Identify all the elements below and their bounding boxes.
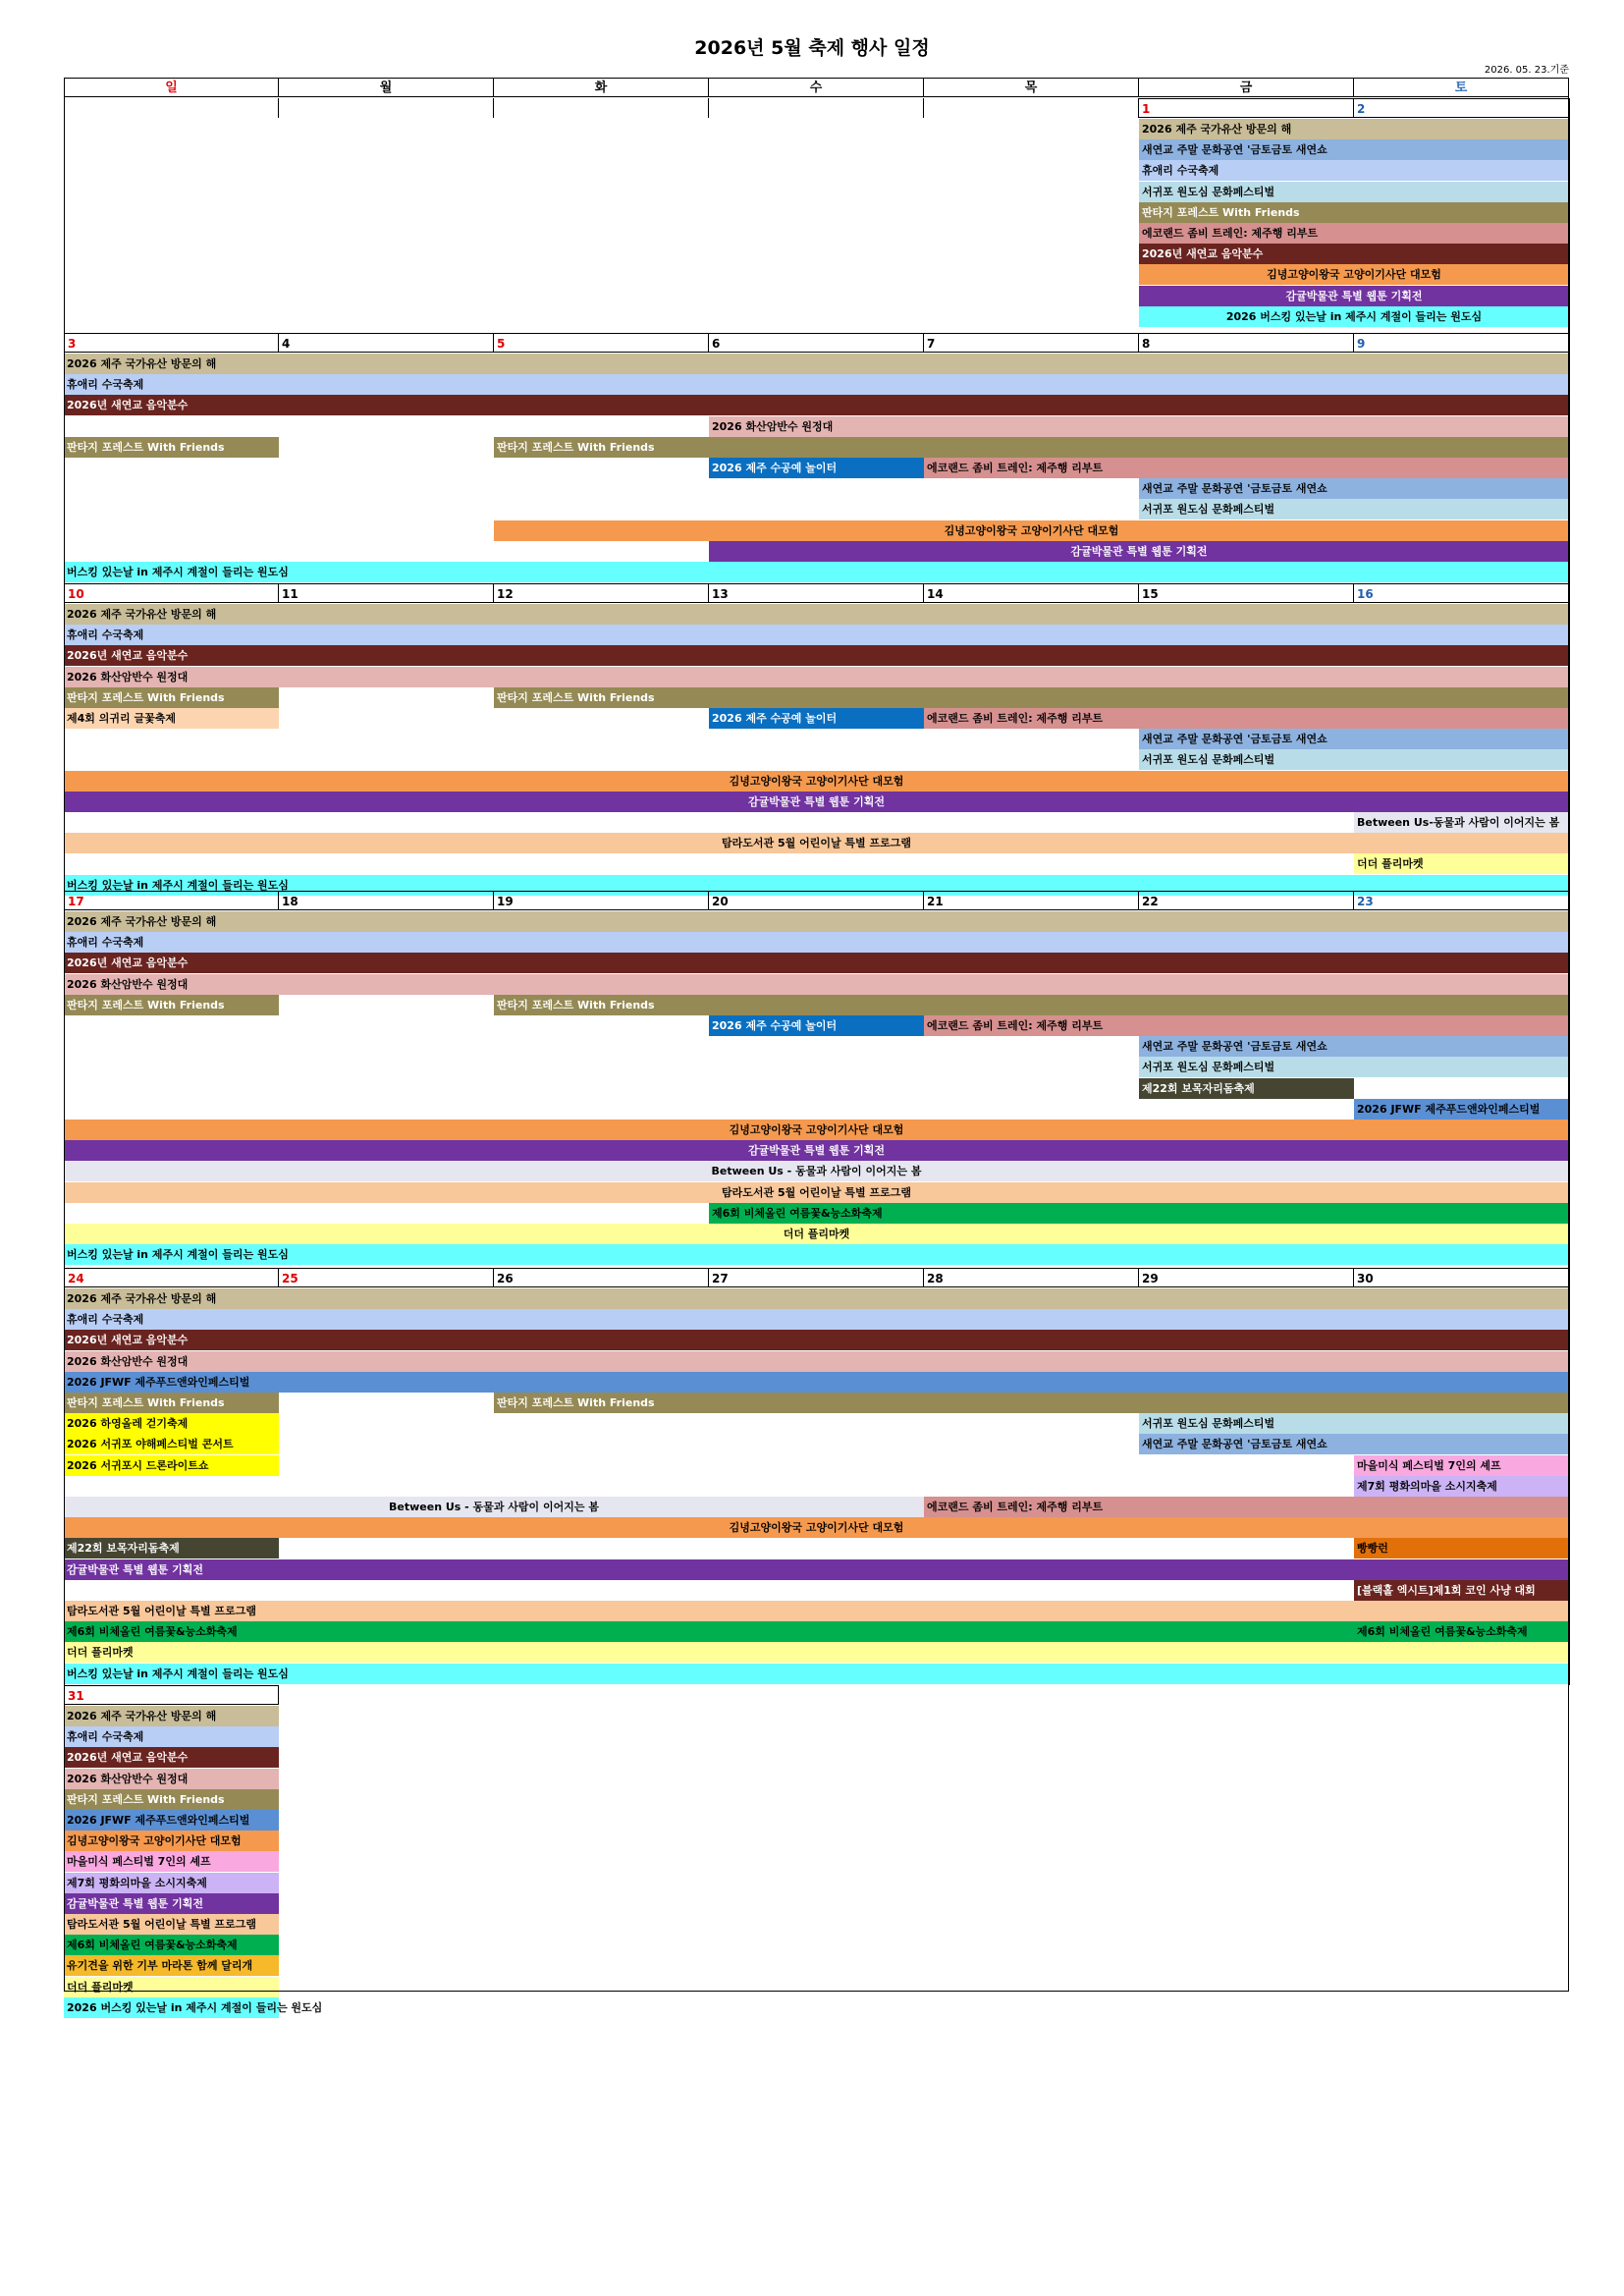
event-bar: 마을미식 페스티벌 7인의 셰프 — [64, 1851, 279, 1872]
column-line — [64, 98, 65, 333]
day-number — [494, 98, 709, 118]
event-bar: 2026년 새연교 음악분수 — [64, 953, 1569, 973]
event-bar: Between Us-동물과 사람이 이어지는 봄 — [1354, 812, 1569, 833]
event-bar: 휴애리 수국축제 — [1139, 160, 1569, 181]
event-bar: 제22회 보목자리돔축제 — [64, 1538, 279, 1558]
event-bar: 2026 JFWF 제주푸드앤와인페스티벌 — [1354, 1099, 1569, 1120]
event-bar: 휴애리 수국축제 — [64, 932, 1569, 953]
event-bar: 새연교 주말 문화공연 '금토금토 새연쇼 — [1139, 1434, 1569, 1454]
day-number: 19 — [494, 891, 709, 910]
day-number: 16 — [1354, 583, 1569, 603]
event-bar: 김녕고양이왕국 고양이기사단 대모험 — [64, 1517, 1569, 1538]
event-bar: 더더 플리마켓 — [64, 1977, 279, 1997]
event-bar: 판타지 포레스트 With Friends — [64, 1789, 279, 1810]
event-bar: 2026 하영올레 걷기축제 — [64, 1413, 279, 1434]
day-number: 10 — [64, 583, 279, 603]
event-bar: 2026 버스킹 있는날 in 제주시 계절이 들리는 원도심 — [1139, 306, 1569, 327]
event-bar: 2026 제주 수공예 놀이터 — [709, 1015, 924, 1036]
day-number: 27 — [709, 1268, 924, 1287]
event-bar: 빵빵런 — [1354, 1538, 1569, 1558]
day-number: 13 — [709, 583, 924, 603]
day-number: 21 — [924, 891, 1139, 910]
event-bar: 에코랜드 좀비 트레인: 제주행 리부트 — [924, 458, 1569, 478]
event-bar: 판타지 포레스트 With Friends — [494, 437, 1569, 458]
event-bar: 2026 제주 국가유산 방문의 해 — [64, 1288, 1569, 1309]
event-bar: 판타지 포레스트 With Friends — [494, 687, 1569, 708]
event-bar: 버스킹 있는날 in 제주시 계절이 들리는 원도심 — [64, 1664, 1569, 1684]
event-bar: 버스킹 있는날 in 제주시 계절이 들리는 원도심 — [64, 1244, 1569, 1265]
event-bar: 2026년 새연교 음악분수 — [64, 645, 1569, 666]
day-number: 8 — [1139, 333, 1354, 353]
day-number: 22 — [1139, 891, 1354, 910]
weekday-header: 화 — [494, 78, 709, 97]
as-of-date: 2026. 05. 23.기준 — [1484, 65, 1569, 76]
event-bar: 김녕고양이왕국 고양이기사단 대모험 — [64, 771, 1569, 792]
event-bar: 감귤박물관 특별 웹툰 기획전 — [709, 541, 1569, 562]
weekday-header: 토 — [1354, 78, 1569, 97]
day-number: 4 — [279, 333, 494, 353]
weekday-header: 수 — [709, 78, 924, 97]
day-number — [279, 98, 494, 118]
event-bar: 휴애리 수국축제 — [64, 1309, 1569, 1330]
day-number — [64, 98, 279, 118]
event-bar: 2026 화산암반수 원정대 — [64, 974, 1569, 995]
day-number: 14 — [924, 583, 1139, 603]
day-number: 24 — [64, 1268, 279, 1287]
event-bar: 2026 JFWF 제주푸드앤와인페스티벌 — [64, 1810, 279, 1831]
event-bar: 2026 버스킹 있는날 in 제주시 계절이 들리는 원도심 — [64, 1997, 279, 2018]
day-number: 31 — [64, 1685, 279, 1705]
event-bar: 유기견을 위한 기부 마라톤 함께 달리개 — [64, 1955, 279, 1976]
column-line — [1569, 98, 1570, 333]
event-bar: 에코랜드 좀비 트레인: 제주행 리부트 — [924, 1497, 1569, 1517]
column-line — [64, 891, 65, 1268]
event-bar: 서귀포 원도심 문화페스티벌 — [1139, 749, 1569, 770]
day-number: 5 — [494, 333, 709, 353]
weekday-header: 금 — [1139, 78, 1354, 97]
event-bar: 더더 플리마켓 — [1354, 853, 1569, 874]
event-bar: 판타지 포레스트 With Friends — [64, 437, 279, 458]
day-number: 2 — [1354, 98, 1569, 118]
event-bar: 2026년 새연교 음악분수 — [1139, 244, 1569, 264]
day-number: 26 — [494, 1268, 709, 1287]
day-number: 28 — [924, 1268, 1139, 1287]
event-bar: 제6회 비체올린 여름꽃&능소화축제 — [1354, 1621, 1569, 1642]
day-number: 7 — [924, 333, 1139, 353]
event-bar: 더더 플리마켓 — [64, 1224, 1569, 1244]
page-title: 2026년 5월 축제 행사 일정 — [694, 37, 930, 59]
event-bar: 탐라도서관 5월 어린이날 특별 프로그램 — [64, 833, 1569, 853]
column-line — [64, 1268, 65, 1685]
event-bar: 2026 화산암반수 원정대 — [64, 1351, 1569, 1372]
event-bar: 김녕고양이왕국 고양이기사단 대모험 — [64, 1120, 1569, 1140]
event-bar: 새연교 주말 문화공연 '금토금토 새연쇼 — [1139, 478, 1569, 499]
event-bar: 탐라도서관 5월 어린이날 특별 프로그램 — [64, 1182, 1569, 1203]
day-number: 18 — [279, 891, 494, 910]
event-bar: 서귀포 원도심 문화페스티벌 — [1139, 1413, 1569, 1434]
weekday-header: 일 — [64, 78, 279, 97]
event-bar: Between Us - 동물과 사람이 이어지는 봄 — [64, 1497, 924, 1517]
event-bar: 감귤박물관 특별 웹툰 기획전 — [64, 792, 1569, 812]
day-number: 6 — [709, 333, 924, 353]
day-number: 12 — [494, 583, 709, 603]
day-number: 30 — [1354, 1268, 1569, 1287]
event-bar: 버스킹 있는날 in 제주시 계절이 들리는 원도심 — [64, 562, 1569, 582]
event-bar: 2026년 새연교 음악분수 — [64, 395, 1569, 415]
event-bar: 판타지 포레스트 With Friends — [494, 995, 1569, 1015]
column-line — [64, 583, 65, 891]
event-bar: 휴애리 수국축제 — [64, 374, 1569, 395]
day-number — [924, 98, 1139, 118]
day-number — [709, 98, 924, 118]
event-bar: 서귀포 원도심 문화페스티벌 — [1139, 182, 1569, 202]
column-line — [64, 333, 65, 583]
event-bar: 판타지 포레스트 With Friends — [1139, 202, 1569, 223]
event-bar: 2026 JFWF 제주푸드앤와인페스티벌 — [64, 1372, 1569, 1393]
event-bar: 2026 제주 수공예 놀이터 — [709, 708, 924, 729]
day-number: 20 — [709, 891, 924, 910]
event-bar: 에코랜드 좀비 트레인: 제주행 리부트 — [924, 708, 1569, 729]
event-bar: 새연교 주말 문화공연 '금토금토 새연쇼 — [1139, 729, 1569, 749]
event-bar: 판타지 포레스트 With Friends — [494, 1393, 1569, 1413]
event-bar: 2026 화산암반수 원정대 — [709, 416, 1569, 437]
event-bar: 새연교 주말 문화공연 '금토금토 새연쇼 — [1139, 139, 1569, 160]
event-bar: 서귀포 원도심 문화페스티벌 — [1139, 1057, 1569, 1077]
event-bar: 제7회 평화의마을 소시지축제 — [64, 1873, 279, 1893]
event-bar: 2026 서귀포시 드론라이트쇼 — [64, 1455, 279, 1476]
event-bar: 휴애리 수국축제 — [64, 1726, 279, 1747]
event-bar: 제7회 평화의마을 소시지축제 — [1354, 1476, 1569, 1497]
column-line — [1569, 891, 1570, 1268]
column-line — [1569, 1268, 1570, 1685]
day-number: 29 — [1139, 1268, 1354, 1287]
event-bar: 판타지 포레스트 With Friends — [64, 1393, 279, 1413]
event-bar: 판타지 포레스트 With Friends — [64, 687, 279, 708]
event-bar: 마을미식 페스티벌 7인의 셰프 — [1354, 1455, 1569, 1476]
day-number: 25 — [279, 1268, 494, 1287]
event-bar: 2026 제주 국가유산 방문의 해 — [1139, 119, 1569, 139]
event-bar: 버스킹 있는날 in 제주시 계절이 들리는 원도심 — [64, 875, 1569, 896]
event-bar: 에코랜드 좀비 트레인: 제주행 리부트 — [1139, 223, 1569, 244]
event-bar: 감귤박물관 특별 웹툰 기획전 — [64, 1140, 1569, 1161]
event-bar: 제22회 보목자리돔축제 — [1139, 1078, 1354, 1099]
column-line — [1569, 583, 1570, 891]
day-number: 23 — [1354, 891, 1569, 910]
event-bar: 2026년 새연교 음악분수 — [64, 1747, 279, 1768]
event-bar: 탐라도서관 5월 어린이날 특별 프로그램 — [64, 1914, 279, 1935]
day-number: 11 — [279, 583, 494, 603]
weekday-header: 목 — [924, 78, 1139, 97]
day-number: 9 — [1354, 333, 1569, 353]
event-bar: 탐라도서관 5월 어린이날 특별 프로그램 — [64, 1601, 1569, 1621]
event-bar: 새연교 주말 문화공연 '금토금토 새연쇼 — [1139, 1036, 1569, 1057]
event-bar: 감귤박물관 특별 웹툰 기획전 — [64, 1893, 279, 1914]
event-bar: 감귤박물관 특별 웹툰 기획전 — [64, 1559, 1569, 1580]
event-bar: 제4회 의귀리 글꽃축제 — [64, 708, 279, 729]
day-number: 3 — [64, 333, 279, 353]
event-bar: 김녕고양이왕국 고양이기사단 대모험 — [64, 1831, 279, 1851]
event-bar: 서귀포 원도심 문화페스티벌 — [1139, 499, 1569, 519]
column-line — [1569, 333, 1570, 583]
day-number: 17 — [64, 891, 279, 910]
event-bar: 2026 화산암반수 원정대 — [64, 667, 1569, 687]
event-bar: 2026 제주 수공예 놀이터 — [709, 458, 924, 478]
event-bar: 에코랜드 좀비 트레인: 제주행 리부트 — [924, 1015, 1569, 1036]
event-bar: 감귤박물관 특별 웹툰 기획전 — [1139, 286, 1569, 306]
event-bar: [블랙홀 엑시트]제1회 코인 사냥 대회 — [1354, 1580, 1569, 1601]
event-bar: 2026 제주 국가유산 방문의 해 — [64, 604, 1569, 625]
event-bar: 제6회 비체올린 여름꽃&능소화축제 — [64, 1935, 279, 1955]
day-number: 1 — [1139, 98, 1354, 118]
event-bar: 제6회 비체올린 여름꽃&능소화축제 — [64, 1621, 1354, 1642]
event-bar: 2026 제주 국가유산 방문의 해 — [64, 1706, 279, 1726]
event-bar: 2026 서귀포 야해페스티벌 콘서트 — [64, 1434, 279, 1454]
weekday-header: 월 — [279, 78, 494, 97]
event-bar: 김녕고양이왕국 고양이기사단 대모험 — [494, 520, 1569, 541]
event-bar: 판타지 포레스트 With Friends — [64, 995, 279, 1015]
event-bar: Between Us - 동물과 사람이 이어지는 봄 — [64, 1161, 1569, 1181]
last-week-mask — [280, 1686, 1574, 1996]
event-bar: 2026년 새연교 음악분수 — [64, 1330, 1569, 1350]
event-bar: 휴애리 수국축제 — [64, 625, 1569, 645]
event-bar: 2026 제주 국가유산 방문의 해 — [64, 354, 1569, 374]
day-number: 15 — [1139, 583, 1354, 603]
event-bar: 더더 플리마켓 — [64, 1642, 1569, 1663]
event-bar: 김녕고양이왕국 고양이기사단 대모험 — [1139, 264, 1569, 285]
event-bar: 제6회 비체올린 여름꽃&능소화축제 — [709, 1203, 1569, 1224]
event-bar: 2026 화산암반수 원정대 — [64, 1769, 279, 1789]
event-bar: 2026 제주 국가유산 방문의 해 — [64, 911, 1569, 932]
